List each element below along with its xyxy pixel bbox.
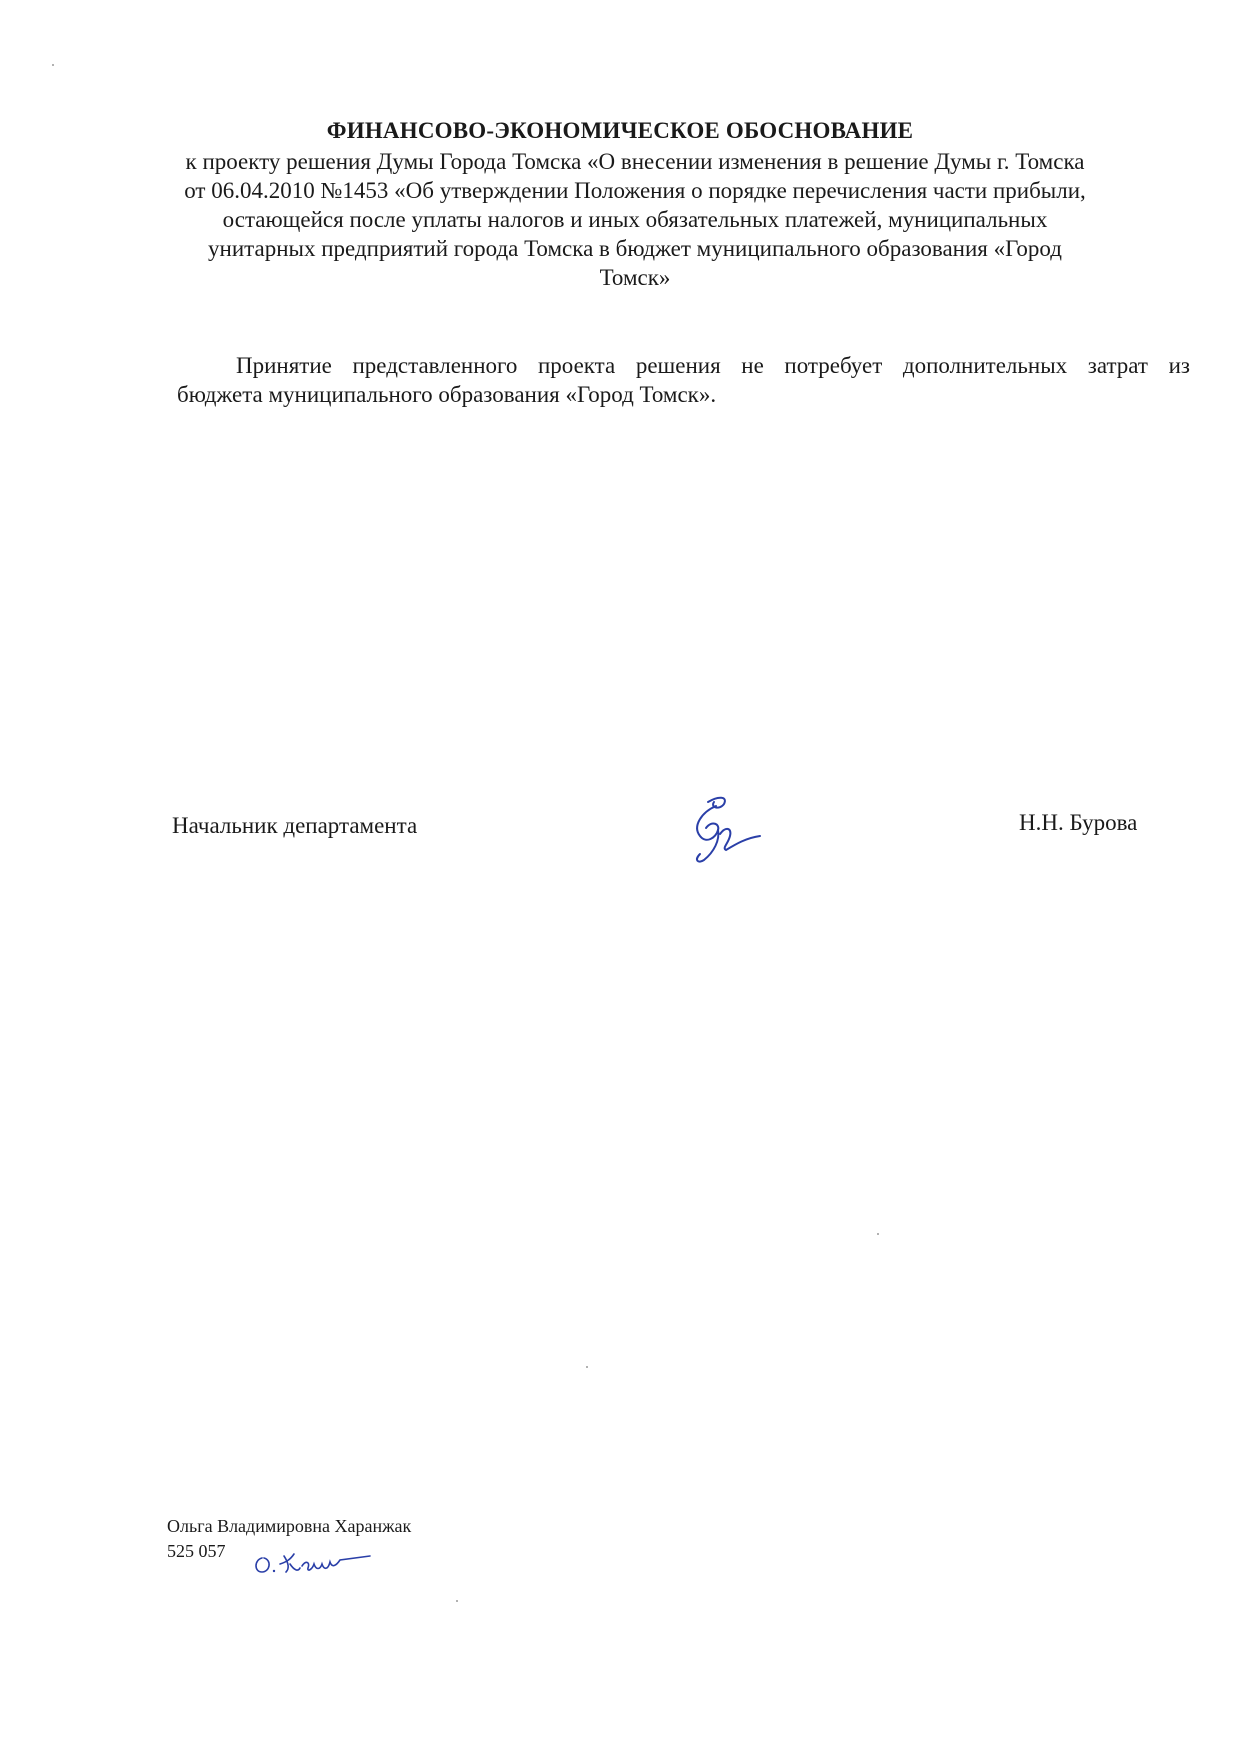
subtitle-line: к проекту решения Думы Города Томска «О внесении изменения в решение Думы г. Томска [185, 149, 1085, 174]
executor-name: Ольга Владимировна Харанжак [167, 1516, 412, 1536]
scan-speck [586, 1366, 588, 1368]
subtitle-line: Томск» [599, 265, 671, 290]
scan-speck [877, 1233, 879, 1235]
document-title: ФИНАНСОВО-ЭКОНОМИЧЕСКОЕ ОБОСНОВАНИЕ [326, 118, 914, 143]
body-paragraph [177, 351, 1190, 409]
document-subtitle [150, 147, 1120, 292]
handwritten-signature-main [680, 790, 780, 870]
scan-speck [456, 1600, 458, 1602]
subtitle-line: остающейся после уплаты налогов и иных обязательных платежей, муниципальных [222, 207, 1048, 232]
signer-position: Начальник департамента [172, 813, 418, 838]
executor-phone: 525 057 [167, 1541, 226, 1561]
body-line: Принятие представленного проекта решения не потребует дополнительных затрат из [236, 353, 1190, 378]
scan-speck [52, 64, 54, 66]
subtitle-line: унитарных предприятий города Томска в бюджет муниципального образования «Город [208, 236, 1062, 261]
subtitle-line: от 06.04.2010 №1453 «Об утверждении Положения о порядке перечисления части прибыли, [184, 178, 1086, 203]
signer-name: Н.Н. Бурова [1019, 810, 1138, 835]
handwritten-initials-signature [250, 1540, 380, 1580]
body-line: бюджета муниципального образования «Город Томск». [177, 382, 717, 407]
